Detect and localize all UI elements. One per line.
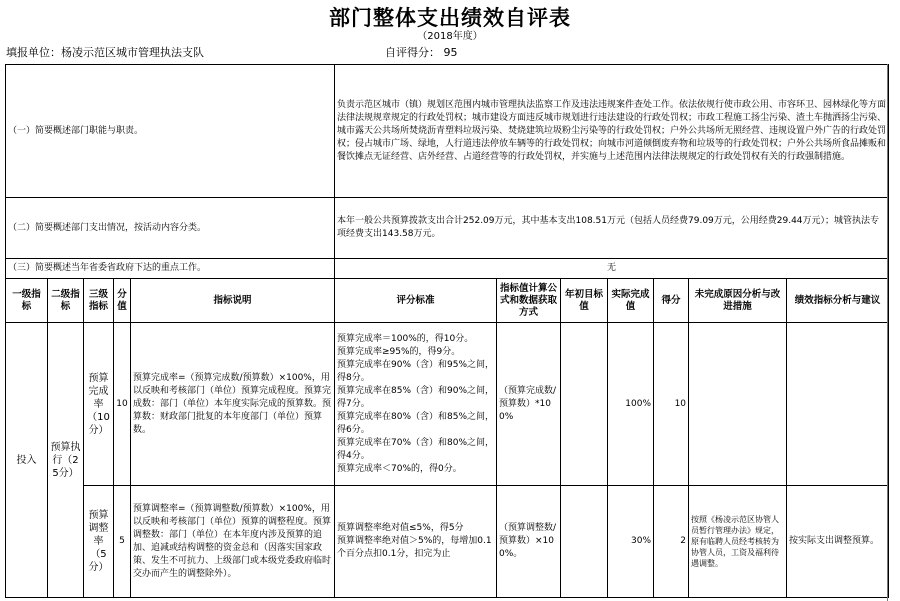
suggestion-cell [787,323,889,486]
section-label: （三）简要概述当年省委省政府下达的重点工作。 [6,259,335,279]
page-title: 部门整体支出绩效自评表 [329,6,571,30]
header-cell: 年初目标值 [561,279,608,323]
actual-cell: 30% [608,486,654,598]
criteria-line: 预算完成率＝100%的，得10分。 [337,333,474,344]
header-cell: 评分标准 [335,279,497,323]
header-cell: 实际完成值 [608,279,654,323]
header-row [6,279,889,323]
section-content: 本年一般公共预算拨款支出合计252.09万元，其中基本支出108.51万元（包括人员经费79.09万元，公用经费29.44万元）；城管执法专项经费支出143.58万元。 [335,198,889,259]
header-cell: 指标说明 [131,279,335,323]
header-cell: 三级指标 [84,279,114,323]
formula-cell: （预算完成数/预算数）*100% [497,323,561,486]
criteria-cell [335,486,497,598]
criteria-line: 预算完成率≥95%的，得9分。 [337,346,461,357]
target-cell [561,323,608,486]
criteria-line: 预算完成率在70%（含）和80%之间，得4分。 [337,437,495,461]
criteria-line: 预算完成率在85%（含）和90%之间，得7分。 [337,385,495,409]
reason-cell: 按照《杨凌示范区协管人员暂行管理办法》规定，原有临聘人员经考核转为协管人员，工资及福利待遇调整。 [689,486,787,598]
target-cell [561,486,608,598]
criteria-line: 预算完成率在90%（含）和95%之间，得8分。 [337,359,495,383]
page-subtitle: （2018年度） [417,31,483,42]
level3-cell: 预算完成率（10分） [84,323,114,486]
section-row-expenditure [6,198,889,259]
actual-cell: 100% [608,323,654,486]
header-cell: 分值 [114,279,131,323]
criteria-cell [335,323,497,486]
formula-cell: （预算调整数/预算数）×100%。 [497,486,561,598]
criteria-line: 预算调整率绝对值＞5%的，每增加0.1个百分点扣0.1分，扣完为止 [337,536,492,559]
level3-cell: 预算调整率（5分） [84,486,114,598]
reason-cell [689,323,787,486]
performance-table [5,64,889,598]
score-cell: 2 [654,486,689,598]
page-edge-line [887,64,888,601]
score-value-cell: 5 [114,486,131,598]
section-row-key-work [6,259,889,279]
header-cell: 一级指标 [6,279,48,323]
criteria-line: 预算完成率在80%（含）和85%之间，得6分。 [337,411,495,435]
reporting-unit: 填报单位：杨凌示范区城市管理执法支队 [6,46,204,59]
description-cell: 预算完成率=（预算完成数/预算数）×100%，用以反映和考核部门（单位）预算完成程度。预算完成数：部门（单位）本年度实际完成的预算数。预算数：财政部门批复的本年度部门（单位）预算数。 [131,323,335,486]
self-score: 自评得分： 95 [385,46,458,59]
table-row [6,486,889,598]
score-cell: 10 [654,323,689,486]
header-cell: 得分 [654,279,689,323]
table-row [6,323,889,486]
description-cell: 预算调整率=（预算调整数/预算数）×100%，用以反映和考核部门（单位）预算的调整程度。预算调整数：部门（单位）在本年度内涉及预算的追加、追减或结构调整的资金总和（因落实国家政策、发生不可抗力、上级部门或本级党委政府临时交办而产生的调整除外）。 [131,486,335,598]
header-cell: 二级指标 [48,279,84,323]
section-label: （一）简要概述部门职能与职责。 [6,65,335,198]
header-cell: 绩效指标分析与建议 [787,279,889,323]
level2-cell: 预算执行（25分） [48,323,84,598]
section-content: 负责示范区城市（镇）规划区范围内城市管理执法监察工作及违法违规案件查处工作。依法依规行使市政公用、市容环卫、园林绿化等方面法律法规规章规定的行政处罚权；城市建设方面违反城市规划进行违法建设的行政处罚权；市政工程施工扬尘污染、渣土车抛洒扬尘污染、城市露天公共场所焚烧沥青塑料垃圾污染、焚烧建筑垃圾粉尘污染等的行政处罚权；户外公共场所无照经营、违规设置户外广告的行政处罚权；侵占城市广场、绿地，人行道违法停放车辆等的行政处罚权；向城市河道倾倒废弃物和垃圾等的行政处罚权；户外公共场所食品摊贩和餐饮摊点无证经营、店外经营、占道经营等的行政处罚权，并实施与上述范围内法律法规规定的行政处罚权有关的行政强制措施。 [335,65,889,198]
score-value-cell: 10 [114,323,131,486]
header-cell: 指标值计算公式和数据获取方式 [497,279,561,323]
header-cell: 未完成原因分析与改进措施 [689,279,787,323]
criteria-line: 预算调整率绝对值≤5%，得5分 [337,523,464,533]
level1-cell: 投入 [6,323,48,598]
section-row-functions [6,65,889,198]
criteria-line: 预算完成率＜70%的，得0分。 [337,463,462,474]
section-label: （二）简要概述部门支出情况，按活动内容分类。 [6,198,335,259]
suggestion-cell: 按实际支出调整预算。 [787,486,889,598]
section-content: 无 [335,259,889,279]
